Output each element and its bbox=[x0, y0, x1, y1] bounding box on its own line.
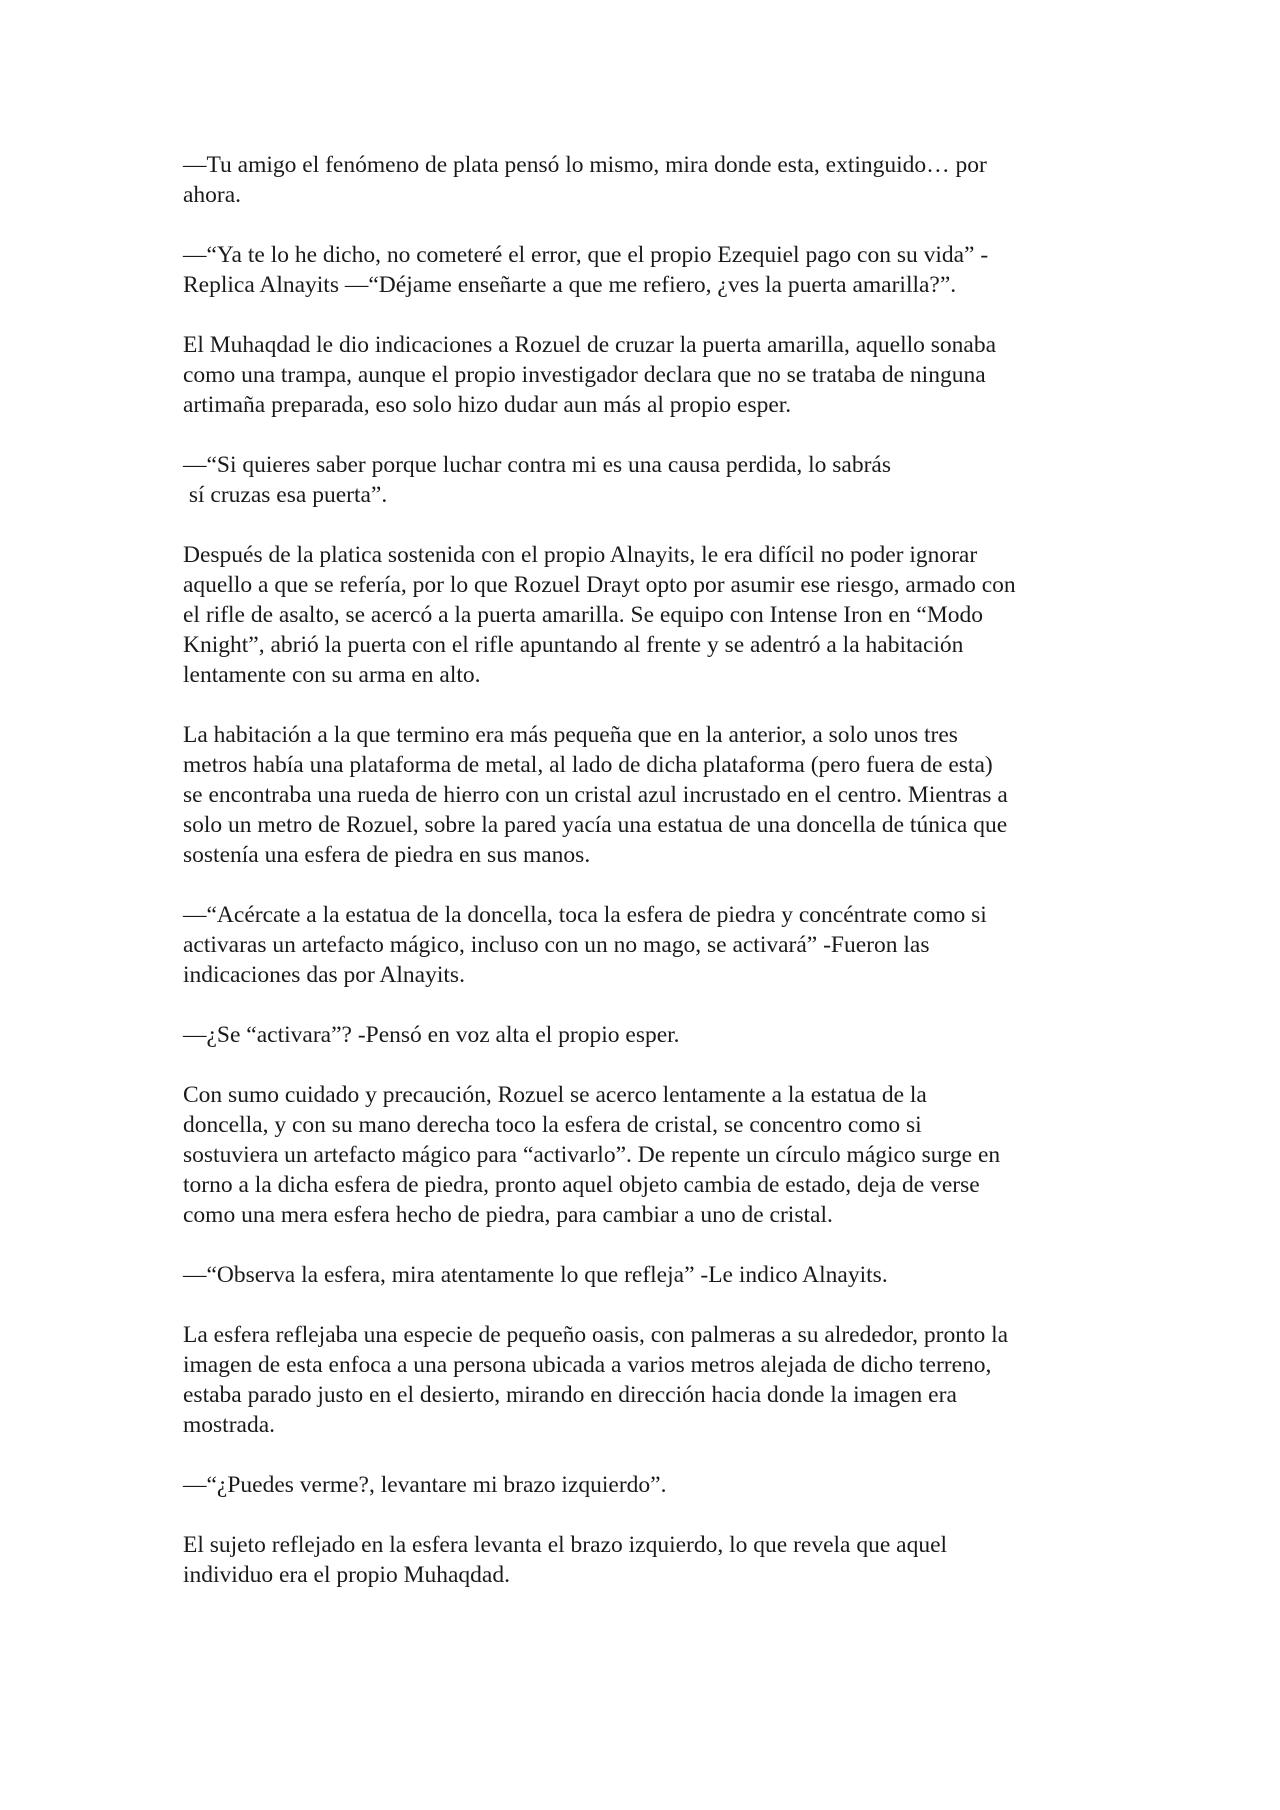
text-line: El sujeto reflejado en la esfera levanta el brazo izquierdo, lo que revela que aquel bbox=[183, 1532, 948, 1558]
text-line: —“Ya te lo he dicho, no cometeré el error, que el propio Ezequiel pago con su vida” - bbox=[183, 242, 989, 268]
text-line: —Tu amigo el fenómeno de plata pensó lo mismo, mira donde esta, extinguido… por bbox=[183, 152, 987, 178]
text-line: —“¿Puedes verme?, levantare mi brazo izquierdo”. bbox=[183, 1472, 667, 1498]
text-line: artimaña preparada, eso solo hizo dudar aun más al propio esper. bbox=[183, 392, 792, 418]
text-line: Knight”, abrió la puerta con el rifle apuntando al frente y se adentró a la habitación bbox=[183, 632, 964, 658]
text-line: solo un metro de Rozuel, sobre la pared yacía una estatua de una doncella de túnica que bbox=[183, 812, 1008, 838]
text-line: El Muhaqdad le dio indicaciones a Rozuel de cruzar la puerta amarilla, aquello sonaba bbox=[183, 332, 997, 358]
text-line: aquello a que se refería, por lo que Rozuel Drayt opto por asumir ese riesgo, armado con bbox=[183, 572, 1016, 598]
text-line: mostrada. bbox=[183, 1412, 276, 1438]
text-line: sostenía una esfera de piedra en sus manos. bbox=[183, 842, 591, 868]
text-line: —“Observa la esfera, mira atentamente lo que refleja” -Le indico Alnayits. bbox=[183, 1262, 888, 1288]
text-line: Después de la platica sostenida con el propio Alnayits, le era difícil no poder ignorar bbox=[183, 542, 978, 568]
text-line: —“Si quieres saber porque luchar contra mi es una causa perdida, lo sabrás bbox=[183, 452, 892, 478]
text-line: sí cruzas esa puerta”. bbox=[183, 482, 388, 508]
text-line: Replica Alnayits —“Déjame enseñarte a que me refiero, ¿ves la puerta amarilla?”. bbox=[183, 272, 957, 298]
text-line: estaba parado justo en el desierto, mirando en dirección hacia donde la imagen era bbox=[183, 1382, 957, 1408]
paragraph bbox=[183, 1260, 1103, 1290]
text-line: como una mera esfera hecho de piedra, para cambiar a uno de cristal. bbox=[183, 1202, 833, 1228]
text-line: torno a la dicha esfera de piedra, pronto aquel objeto cambia de estado, deja de verse bbox=[183, 1172, 980, 1198]
text-line: activaras un artefacto mágico, incluso con un no mago, se activará” -Fueron las bbox=[183, 932, 930, 958]
text-line: Con sumo cuidado y precaución, Rozuel se acerco lentamente a la estatua de la bbox=[183, 1082, 927, 1108]
paragraph bbox=[183, 330, 1103, 420]
paragraph bbox=[183, 1080, 1103, 1230]
paragraph bbox=[183, 150, 1103, 210]
text-line: lentamente con su arma en alto. bbox=[183, 662, 481, 688]
paragraph bbox=[183, 720, 1103, 870]
paragraph bbox=[183, 1470, 1103, 1500]
document-body bbox=[183, 150, 1103, 1620]
text-line: el rifle de asalto, se acercó a la puerta amarilla. Se equipo con Intense Iron en “Modo bbox=[183, 602, 983, 628]
text-line: metros había una plataforma de metal, al lado de dicha plataforma (pero fuera de esta) bbox=[183, 752, 993, 778]
text-line: ahora. bbox=[183, 182, 242, 208]
paragraph bbox=[183, 1530, 1103, 1590]
text-line: La esfera reflejaba una especie de pequeño oasis, con palmeras a su alrededor, pronto la bbox=[183, 1322, 1009, 1348]
text-line: —¿Se “activara”? -Pensó en voz alta el propio esper. bbox=[183, 1022, 680, 1048]
text-line: doncella, y con su mano derecha toco la esfera de cristal, se concentro como si bbox=[183, 1112, 922, 1138]
text-line: individuo era el propio Muhaqdad. bbox=[183, 1562, 510, 1588]
paragraph bbox=[183, 450, 1103, 510]
paragraph bbox=[183, 900, 1103, 990]
paragraph bbox=[183, 1320, 1103, 1440]
text-line: sostuviera un artefacto mágico para “activarlo”. De repente un círculo mágico surge en bbox=[183, 1142, 1001, 1168]
text-line: indicaciones das por Alnayits. bbox=[183, 962, 465, 988]
text-line: La habitación a la que termino era más pequeña que en la anterior, a solo unos tres bbox=[183, 722, 958, 748]
text-line: se encontraba una rueda de hierro con un cristal azul incrustado en el centro. Mientras a bbox=[183, 782, 1008, 808]
text-line: imagen de esta enfoca a una persona ubicada a varios metros alejada de dicho terreno, bbox=[183, 1352, 992, 1378]
text-line: —“Acércate a la estatua de la doncella, toca la esfera de piedra y concéntrate como si bbox=[183, 902, 987, 928]
paragraph bbox=[183, 1020, 1103, 1050]
paragraph bbox=[183, 540, 1103, 690]
text-line: como una trampa, aunque el propio investigador declara que no se trataba de ninguna bbox=[183, 362, 986, 388]
paragraph bbox=[183, 240, 1103, 300]
